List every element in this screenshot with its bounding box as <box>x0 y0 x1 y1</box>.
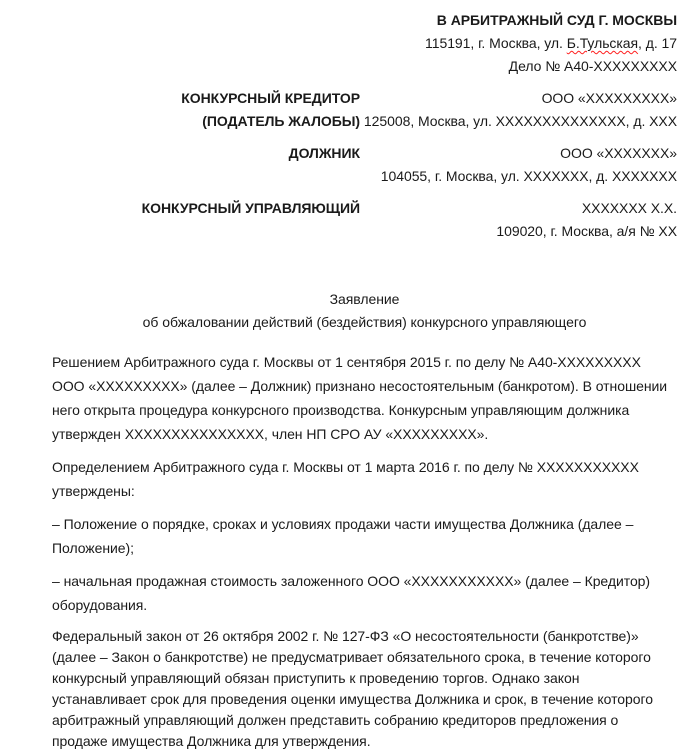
party-name: ХХХХХХХ Х.Х. <box>581 200 677 216</box>
paragraph-determination-2016: Определением Арбитражного суда г. Москвы от 1 марта 2016 г. по делу № ХХХХХХХХХХХ утверждены: <box>52 459 639 499</box>
party-address: 104055, г. Москва, ул. ХХХХХХХ, д. ХХХХХХХ <box>380 168 677 184</box>
party-row-receiver <box>52 197 677 243</box>
paragraph-federal-law: Федеральный закон от 26 октября 2002 г. № 127-ФЗ «О несостоятельности (банкротстве)» (далее – Закон о банкротстве) не предусматривает обязательного срока, в течение которого конкурсный управляющий обязан приступить к проведению торгов. Однако закон устанавливает срок для проведения оценки имущества Должника и срок, в течение которого арбитражный управляющий должен представить собранию кредиторов предложения о продаже имущества Должника для утверждения. <box>52 628 653 749</box>
party-label-line1: КОНКУРСНЫЙ УПРАВЛЯЮЩИЙ <box>141 200 360 216</box>
court-header-block <box>52 9 677 78</box>
party-name: ООО «ХХХХХХХХХ» <box>541 90 677 106</box>
party-address: 125008, Москва, ул. ХХХХХХХХХХХХХХ, д. ХХХ <box>363 113 677 129</box>
case-number: Дело № А40-ХХХХХХХХХ <box>508 58 677 74</box>
party-label <box>52 142 360 165</box>
court-address <box>52 32 677 55</box>
party-label-line1: ДОЛЖНИК <box>288 145 360 161</box>
court-address-prefix: 115191, г. Москва, ул. <box>425 35 567 51</box>
court-address-suffix: , д. 17 <box>638 35 677 51</box>
paragraph-ruling-2015: Решением Арбитражного суда г. Москвы от 1 сентября 2015 г. по делу № А40-ХХХХХХХХХ ООО «ХХХХХХХХХ» (далее – Должник) признано несостоятельным (банкротом). В отношении него открыта процедура конкурсного производства. Конкурсным управляющим должника утвержден ХХХХХХХХХХХХХХХ, член НП СРО АУ «ХХХХХХХХХ». <box>52 354 668 442</box>
party-value <box>360 87 677 133</box>
paragraph-item-regulation: – Положение о порядке, сроках и условиях продажи части имущества Должника (далее – Положение); <box>52 516 634 556</box>
spellcheck-underlined-word: Б.Тульская <box>566 35 639 51</box>
party-label-line2: (ПОДАТЕЛЬ ЖАЛОБЫ) <box>202 113 360 129</box>
party-row-debtor <box>52 142 677 188</box>
party-address: 109020, г. Москва, а/я № ХХ <box>496 223 677 239</box>
document-title <box>52 288 677 334</box>
court-name: В АРБИТРАЖНЫЙ СУД Г. МОСКВЫ <box>436 12 677 28</box>
paragraph-item-initial-price: – начальная продажная стоимость заложенного ООО «ХХХХХХХХХХХ» (далее – Кредитор) оборудования. <box>52 573 651 613</box>
document-title-line1: Заявление <box>329 291 400 307</box>
party-value <box>360 142 677 188</box>
party-label <box>52 197 360 220</box>
party-row-creditor <box>52 87 677 133</box>
party-value <box>360 197 677 243</box>
party-name: ООО «ХХХХХХХ» <box>560 145 677 161</box>
document-body <box>52 350 677 752</box>
parties-block <box>52 87 677 243</box>
party-label-line1: КОНКУРСНЫЙ КРЕДИТОР <box>181 90 360 106</box>
document-title-line2: об обжаловании действий (бездействия) конкурсного управляющего <box>142 314 587 330</box>
party-label <box>52 87 360 133</box>
